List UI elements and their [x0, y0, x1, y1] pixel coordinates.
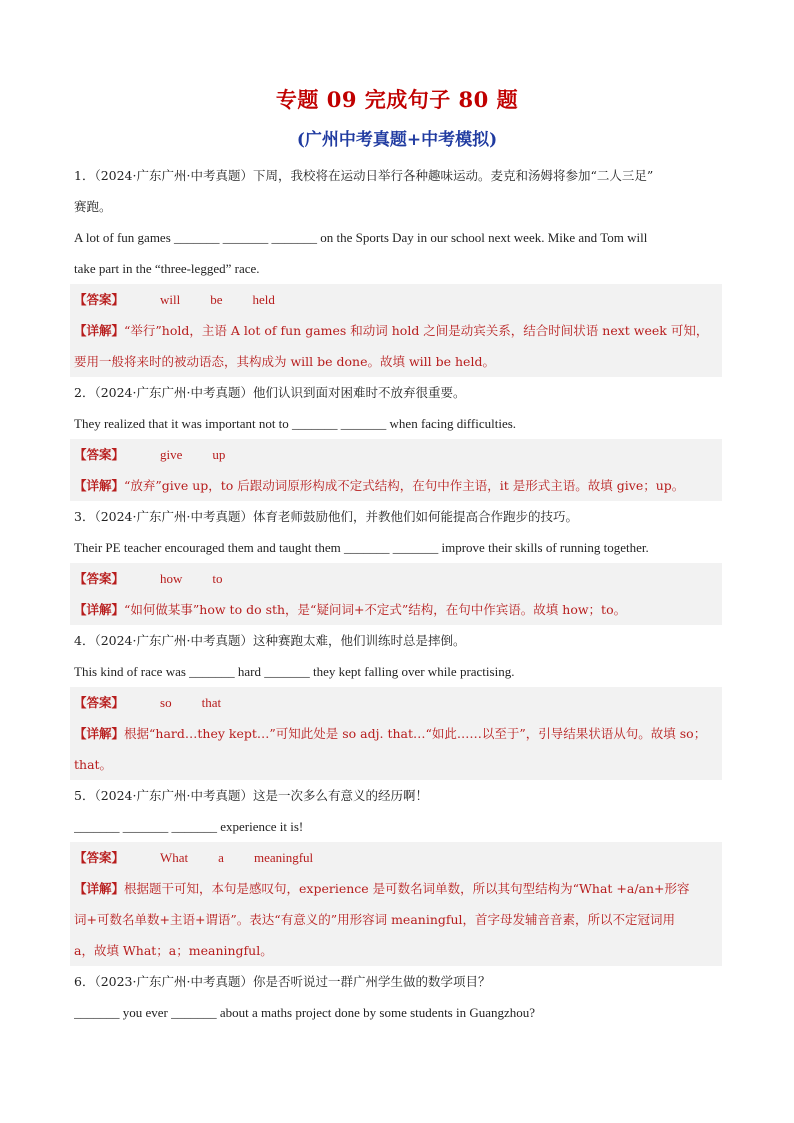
answer-line — [74, 284, 722, 315]
answer-label: 【答案】 — [74, 571, 125, 586]
question-stem-cont: 赛跑。 — [74, 199, 112, 214]
detail-line — [74, 718, 722, 749]
english-sentence: Their PE teacher encouraged them and taught them _______ _______ improve their skills of running together. — [74, 540, 649, 555]
answer-line — [74, 563, 722, 594]
answer-word: What — [160, 850, 189, 865]
answer-box — [70, 563, 722, 625]
answer-label: 【答案】 — [74, 447, 125, 462]
detail-label: 【详解】 — [74, 323, 125, 338]
answer-box — [70, 284, 722, 377]
answer-word: to — [212, 571, 223, 586]
detail-line — [74, 315, 722, 346]
detail-line-cont: 要用一般将来时的被动语态，其构成为 will be done。故填 will be held。 — [74, 354, 495, 369]
answer-word: how — [160, 571, 183, 586]
question-stem: 2．（2024·广东广州·中考真题）他们认识到面对困难时不放弃很重要。 — [74, 385, 466, 400]
detail-line-cont: a，故填 What；a；meaningful。 — [74, 943, 273, 958]
detail-line — [74, 594, 722, 625]
page-subtitle: (广州中考真题+中考模拟) — [296, 130, 498, 150]
question-2 — [74, 377, 722, 501]
question-6 — [74, 966, 722, 1028]
question-5 — [74, 780, 722, 966]
english-sentence: They realized that it was important not to _______ _______ when facing difficulties. — [74, 416, 517, 431]
answer-word: that — [201, 695, 222, 710]
detail-label: 【详解】 — [74, 881, 125, 896]
english-sentence: This kind of race was _______ hard _______ they kept falling over while practising. — [74, 664, 515, 679]
question-stem: 1．（2024·广东广州·中考真题）下周，我校将在运动日举行各种趣味运动。麦克和汤姆将参加“二人三足” — [74, 168, 654, 183]
answer-box — [70, 687, 722, 780]
page-title: 专题 09 完成句子 80 题 — [275, 87, 519, 112]
answer-word: give — [160, 447, 183, 462]
detail-text: “放弃”give up，to 后跟动词原形构成不定式结构，在句中作主语，it 是形式主语。故填 give；up。 — [124, 478, 685, 493]
answer-word: meaningful — [253, 850, 314, 865]
answer-box — [70, 842, 722, 966]
answer-word: be — [210, 292, 223, 307]
answer-line — [74, 439, 722, 470]
detail-text: “举行”hold，主语 A lot of fun games 和动词 hold 之间是动宾关系，结合时间状语 next week 可知， — [124, 323, 709, 338]
detail-text: “如何做某事”how to do sth，是“疑问词+不定式”结构，在句中作宾语。故填 how；to。 — [124, 602, 627, 617]
question-stem: 5．（2024·广东广州·中考真题）这是一次多么有意义的经历啊！ — [74, 788, 428, 803]
detail-text: 根据题干可知，本句是感叹句，experience 是可数名词单数，所以其句型结构为“What +a/an+形容 — [124, 881, 690, 896]
detail-line-cont: 词+可数名单数+主语+谓语”。表达“有意义的”用形容词 meaningful，首字母发辅音音素，所以不定冠词用 — [74, 912, 676, 927]
answer-word: held — [252, 292, 275, 307]
english-sentence-cont: take part in the “three-legged” race. — [74, 261, 260, 276]
english-sentence: _______ you ever _______ about a maths project done by some students in Guangzhou? — [74, 1005, 536, 1020]
english-sentence: A lot of fun games _______ _______ _______ on the Sports Day in our school next week. Mike and Tom will — [74, 230, 648, 245]
detail-line — [74, 873, 722, 904]
question-stem: 6．（2023·广东广州·中考真题）你是否听说过一群广州学生做的数学项目？ — [74, 974, 491, 989]
question-list — [74, 160, 722, 1028]
answer-label: 【答案】 — [74, 850, 125, 865]
question-stem: 4．（2024·广东广州·中考真题）这种赛跑太难，他们训练时总是摔倒。 — [74, 633, 466, 648]
detail-line — [74, 470, 722, 501]
answer-box — [70, 439, 722, 501]
question-4 — [74, 625, 722, 780]
detail-line-cont: that。 — [74, 757, 113, 772]
answer-word: will — [160, 292, 181, 307]
question-stem: 3．（2024·广东广州·中考真题）体育老师鼓励他们，并教他们如何能提高合作跑步的技巧。 — [74, 509, 578, 524]
answer-line — [74, 687, 722, 718]
answer-word: a — [218, 850, 224, 865]
detail-label: 【详解】 — [74, 726, 125, 741]
detail-label: 【详解】 — [74, 478, 125, 493]
answer-label: 【答案】 — [74, 695, 125, 710]
answer-line — [74, 842, 722, 873]
question-3 — [74, 501, 722, 625]
detail-label: 【详解】 — [74, 602, 125, 617]
question-1 — [74, 160, 722, 377]
answer-word: so — [160, 695, 172, 710]
answer-word: up — [212, 447, 226, 462]
answer-label: 【答案】 — [74, 292, 125, 307]
detail-text: 根据“hard…they kept…”可知此处是 so adj. that…“如此……以至于”，引导结果状语从句。故填 so； — [124, 726, 707, 741]
english-sentence: _______ _______ _______ experience it is! — [74, 819, 304, 834]
